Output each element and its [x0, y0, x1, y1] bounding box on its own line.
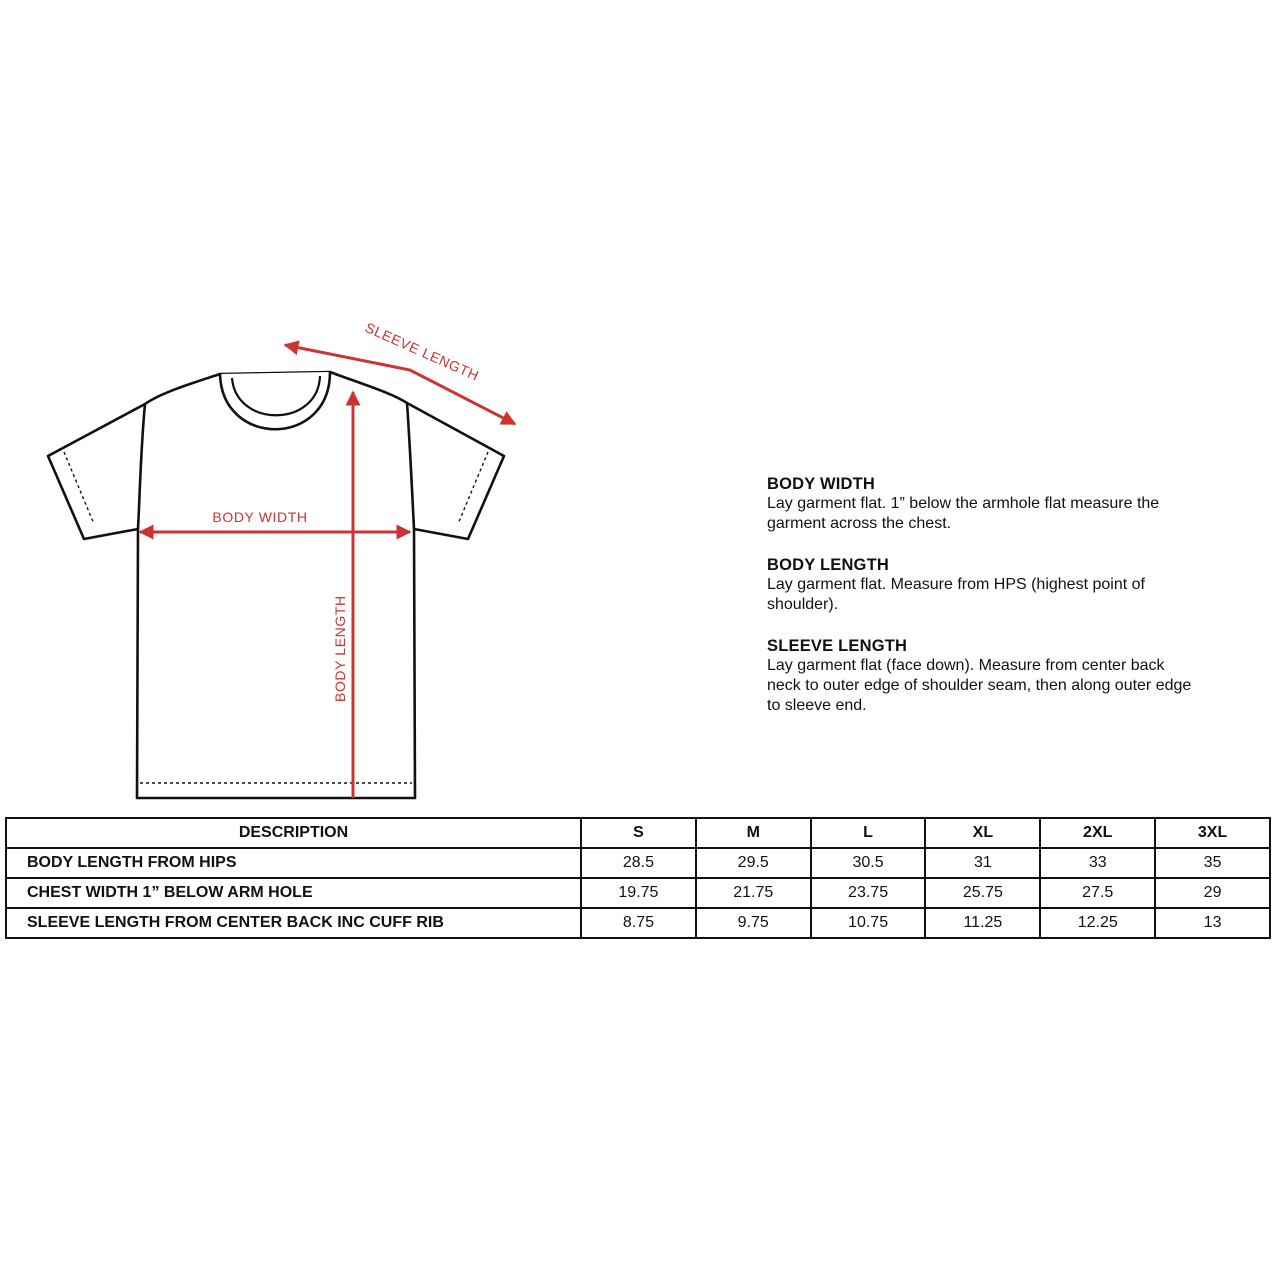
instruction-text: Lay garment flat (face down). Measure from center back neck to outer edge of shoulder seam, then along outer edge to sleeve end.: [767, 657, 1192, 714]
table-cell: 11.25: [925, 908, 1040, 938]
table-cell: 29.5: [696, 848, 811, 878]
table-cell: 25.75: [925, 878, 1040, 908]
instruction-title: BODY LENGTH: [767, 556, 889, 574]
row-label: CHEST WIDTH 1” BELOW ARM HOLE: [6, 878, 581, 908]
table-cell: 12.25: [1040, 908, 1155, 938]
table-cell: 9.75: [696, 908, 811, 938]
instruction-sleeve-length: [767, 636, 1197, 716]
instruction-text: Lay garment flat. 1” below the armhole flat measure the garment across the chest.: [767, 495, 1160, 532]
table-cell: 31: [925, 848, 1040, 878]
table-row: [6, 848, 1270, 878]
table-cell: 35: [1155, 848, 1270, 878]
header-description: DESCRIPTION: [6, 818, 581, 848]
header-size-l: L: [811, 818, 926, 848]
header-size-xl: XL: [925, 818, 1040, 848]
row-label: SLEEVE LENGTH FROM CENTER BACK INC CUFF RIB: [6, 908, 581, 938]
instruction-title: SLEEVE LENGTH: [767, 637, 908, 655]
right-sleeve: [407, 403, 504, 539]
table-cell: 23.75: [811, 878, 926, 908]
table-row: [6, 908, 1270, 938]
header-size-3xl: 3XL: [1155, 818, 1270, 848]
table-cell: 19.75: [581, 878, 696, 908]
table-cell: 8.75: [581, 908, 696, 938]
table-cell: 30.5: [811, 848, 926, 878]
instruction-body-width: [767, 474, 1197, 534]
table-cell: 29: [1155, 878, 1270, 908]
table-cell: 28.5: [581, 848, 696, 878]
table-cell: 13: [1155, 908, 1270, 938]
measurement-instructions: [767, 474, 1197, 737]
instruction-body-length: [767, 555, 1197, 615]
instruction-text: Lay garment flat. Measure from HPS (highest point of shoulder).: [767, 576, 1145, 613]
tshirt-outline: [48, 372, 504, 798]
body-width-label: BODY WIDTH: [212, 509, 308, 525]
table-cell: 27.5: [1040, 878, 1155, 908]
sleeve-length-label: SLEEVE LENGTH: [362, 319, 482, 384]
size-chart-table: [5, 817, 1271, 939]
table-row: [6, 878, 1270, 908]
table-cell: 10.75: [811, 908, 926, 938]
body-length-label: BODY LENGTH: [332, 595, 348, 702]
header-size-s: S: [581, 818, 696, 848]
left-sleeve: [48, 404, 145, 539]
table-header-row: [6, 818, 1270, 848]
tshirt-body: [137, 372, 415, 798]
instruction-title: BODY WIDTH: [767, 475, 876, 493]
table-cell: 33: [1040, 848, 1155, 878]
header-size-2xl: 2XL: [1040, 818, 1155, 848]
row-label: BODY LENGTH FROM HIPS: [6, 848, 581, 878]
table-cell: 21.75: [696, 878, 811, 908]
header-size-m: M: [696, 818, 811, 848]
